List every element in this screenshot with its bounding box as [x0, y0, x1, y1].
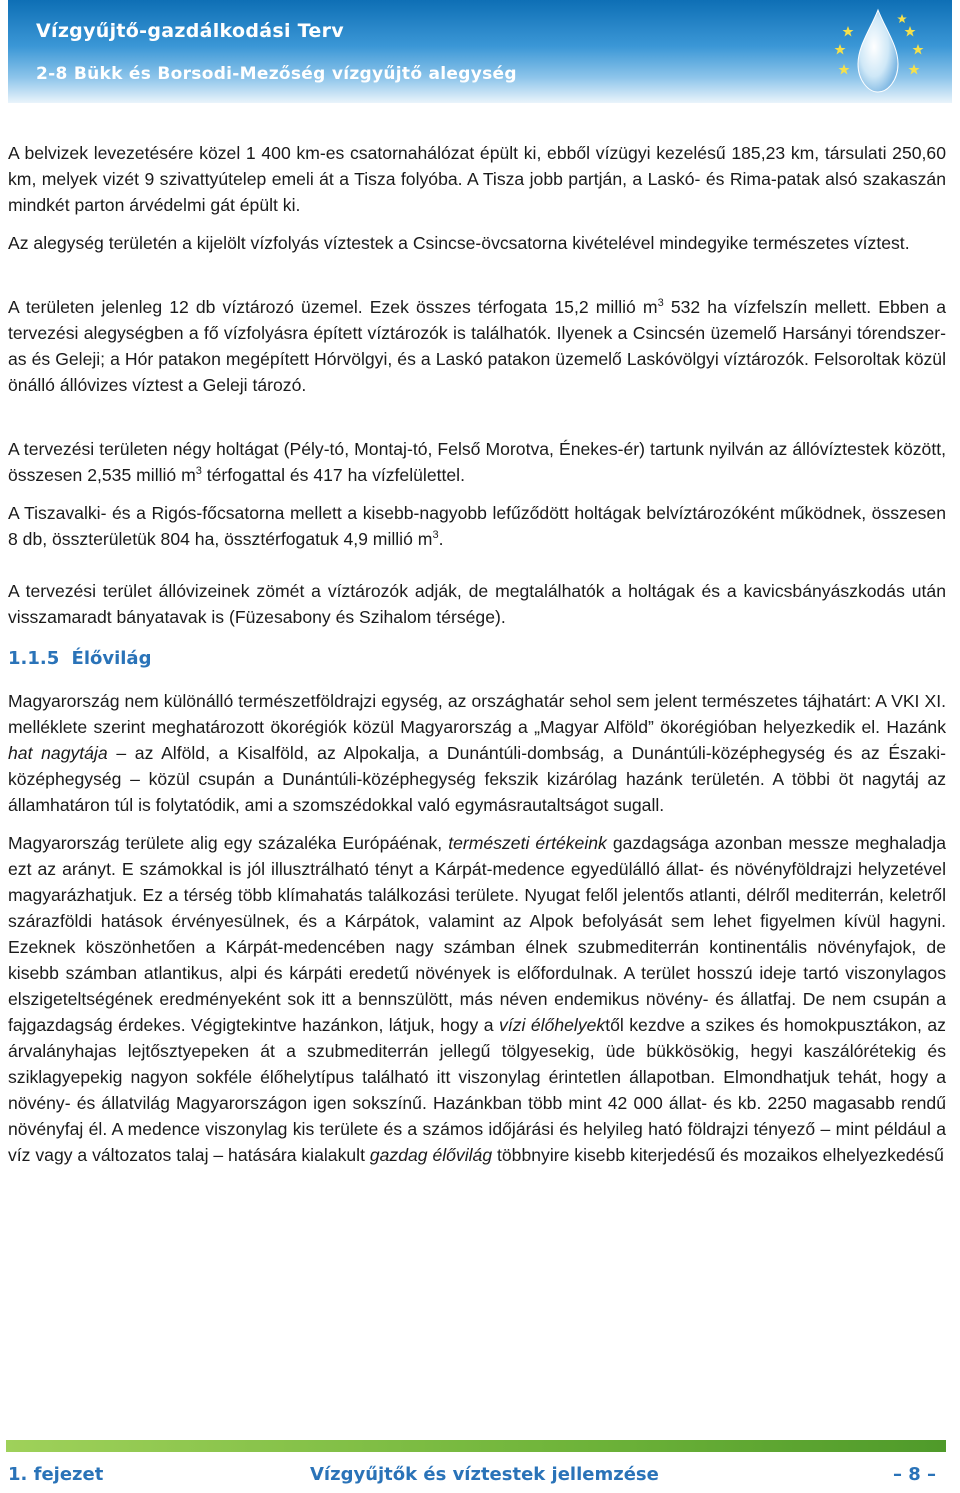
page-number: – 8 –	[892, 1464, 936, 1485]
paragraph	[8, 830, 946, 1168]
superscript: 3	[195, 465, 202, 478]
paragraph-text: A Tiszavalki- és a Rigós-főcsatorna mellett a kisebb-nagyobb lefűződött holtágak belvíztározóként működnek, összesen 8 db, összterületük 804 ha, össztérfogatuk 4,9 millió m	[8, 503, 946, 549]
italic-text: természeti értékeink	[448, 833, 607, 853]
paragraph-text: Magyarország nem különálló természetföldrajzi egység, az országhatár sehol sem jelent természetes tájhatárt: A VKI XI. melléklete szerint meghatározott ökorégiók közül Magyarország a „Magyar Alföld” ökorégióban helyezkedik el. Hazánk	[8, 691, 946, 737]
paragraph	[8, 436, 946, 488]
footer-bar	[6, 1440, 946, 1452]
paragraph: A tervezési terület állóvizeinek zömét a víztározók adják, de megtalálhatók a holtágak és a kavicsbányászkodás után visszamaradt bányatavak is (Füzesabony és Szihalom térsége).	[8, 581, 946, 627]
header-title: Vízgyűjtő-gazdálkodási Terv	[36, 20, 344, 42]
italic-text: vízi élőhelyek	[499, 1015, 606, 1035]
footer-chapter: 1. fejezet	[8, 1464, 104, 1485]
section-heading	[8, 646, 946, 672]
paragraph-text: Magyarország területe alig egy százaléka Európáénak,	[8, 833, 449, 853]
paragraph-text: A területen jelenleg 12 db víztározó üzemel. Ezek összes térfogata 15,2 millió m	[8, 297, 658, 317]
paragraph-text: – az Alföld, a Kisalföld, az Alpokalja, a Dunántúli-dombság, a Dunántúli-középhegység és az Északi-középhegység – közül csupán a Dunántúli-középhegység fekszik kizárólag hazánk területén. A többi öt nagytáj az államhatáron túl is folytatódik, ami a szomszédokkal való egymásrautaltságot sugall.	[8, 743, 946, 815]
footer-title: Vízgyűjtők és víztestek jellemzése	[310, 1464, 659, 1485]
water-drop-eu-stars-icon	[818, 6, 938, 96]
paragraph-text: gazdagsága azonban messze meghaladja ezt az arányt. E számokkal is jól illusztrálható tényt a Kárpát-medence egyedülálló állat- és növényföldrajzi helyzetével magyarázhatjuk. Ez a térség több klímahatás találkozási területe. Nyugat felől jelentős atlanti, délről mediterrán, keletről szárazföldi hatások érvényesülnek, és a Kárpátok, valamint az Alpok befolyását sem lehet figyelmen kívül hagyni. Ezeknek köszönhetően a Kárpát-medencében nagy számban élnek szubmediterrán kontinentális növényfajok, de kisebb számban atlantikus, alpi és kárpáti eredetű növények is előfordulnak. A terület hosszú ideje tartó viszonylagos elszigeteltségének eredményeként sok itt a bennszülött, más néven endemikus növény- és állatfaj. De nem csupán a fajgazdagság érdekes. Végigtekintve hazánkon, látjuk, hogy a	[8, 833, 946, 1035]
document-body	[8, 140, 946, 1168]
italic-text: gazdag élővilág	[369, 1145, 493, 1165]
paragraph-text: A tervezési területen négy holtágat (Pély-tó, Montaj-tó, Felső Morotva, Énekes-ér) tartunk nyilván az állóvíztestek között, összesen 2,535 millió m	[8, 439, 946, 485]
page-header	[8, 0, 952, 103]
section-number: 1.1.5	[8, 648, 60, 669]
italic-text: hat nagytája	[8, 743, 108, 763]
paragraph	[8, 500, 946, 552]
section-title: Élővilág	[71, 648, 152, 669]
paragraph	[8, 294, 946, 398]
paragraph-text: 532 ha vízfelszín mellett. Ebben a tervezési alegységben a fő vízfolyásra épített víztározók is találhatók. Ilyenek a Csincsén üzemelő Harsányi tórendszer-as és Geleji; a Hór patakon megépített Hórvölgyi, és a Laskó patakon üzemelő Laskóvölgyi víztározók. Felsoroltak közül önálló állóvizes víztest a Geleji tározó.	[8, 297, 946, 395]
header-subtitle: 2-8 Bükk és Borsodi-Mezőség vízgyűjtő alegység	[36, 64, 517, 84]
paragraph-text: től kezdve a szikes és homokpusztákon, az árvalányhajas lejtősztyepeken át a szubmediterrán jellegű tölgyesekig, üde bükkösökig, hegyi kaszálórétekig és sziklagyepekig nagyon sokféle élőhelytípus található itt viszonylag érintetlen állapotban. Elmondhatjuk tehát, hogy a növény- és állatvilág Magyarországon igen sokszínű. Hazánkban több mint 42 000 állat- és kb. 2250 magasabb rendű növényfaj él. A medence viszonylag kis területe és a számos időjárási és helyileg ható földrajzi tényező – mint például a víz vagy a változatos talaj – hatására kialakult	[8, 1015, 946, 1165]
superscript: 3	[432, 529, 439, 542]
paragraph: Az alegység területén a kijelölt vízfolyás víztestek a Csincse-övcsatorna kivételével mindegyike természetes víztest.	[8, 233, 910, 253]
paragraph-text: térfogattal és 417 ha vízfelülettel.	[201, 465, 465, 485]
paragraph-text: többnyire kisebb kiterjedésű és mozaikos elhelyezkedésű	[492, 1145, 944, 1165]
paragraph	[8, 688, 946, 818]
paragraph-text: .	[438, 529, 444, 549]
superscript: 3	[657, 297, 664, 310]
paragraph: A belvizek levezetésére közel 1 400 km-es csatornahálózat épült ki, ebből vízügyi kezelésű 185,23 km, társulati 250,60 km, melyek vizét 9 szivattyútelep emeli át a Tisza folyóba. A Tisza jobb partján, a Laskó- és Rima-patak alsó szakaszán mindkét parton árvédelmi gát épült ki.	[8, 143, 946, 215]
